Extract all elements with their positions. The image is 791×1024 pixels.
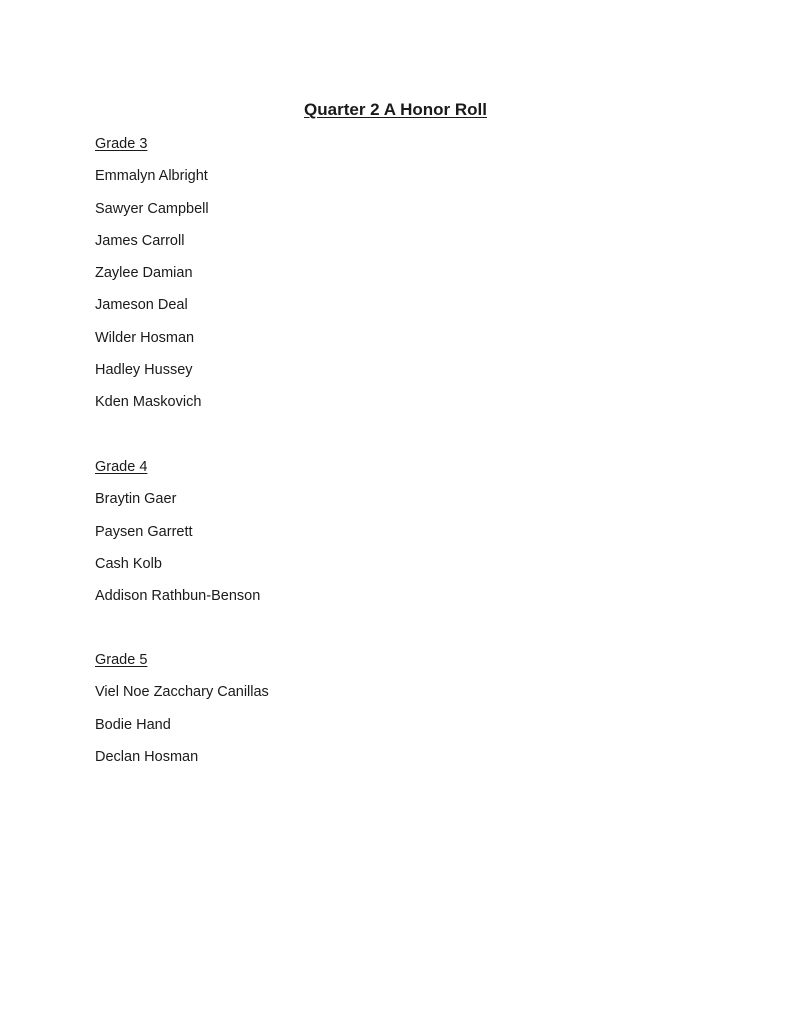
section-heading: Grade 5 bbox=[95, 652, 148, 668]
student-name: Kden Maskovich bbox=[95, 394, 202, 411]
student-name: Viel Noe Zacchary Canillas bbox=[95, 684, 269, 701]
student-name: Addison Rathbun-Benson bbox=[95, 588, 261, 605]
section-heading: Grade 4 bbox=[95, 459, 148, 475]
student-list bbox=[95, 682, 269, 779]
grade-3-section bbox=[95, 134, 209, 425]
student-name: Braytin Gaer bbox=[95, 491, 177, 508]
student-name: Wilder Hosman bbox=[95, 329, 195, 346]
section-heading: Grade 3 bbox=[95, 136, 148, 152]
student-name: Emmalyn Albright bbox=[95, 168, 208, 185]
student-name: Hadley Hussey bbox=[95, 362, 193, 379]
student-name: Declan Hosman bbox=[95, 748, 199, 765]
student-list bbox=[95, 489, 260, 618]
student-name: Bodie Hand bbox=[95, 716, 171, 733]
page-title: Quarter 2 A Honor Roll bbox=[304, 100, 487, 119]
student-name: Jameson Deal bbox=[95, 297, 188, 314]
student-name: Zaylee Damian bbox=[95, 265, 193, 282]
student-list bbox=[95, 166, 209, 424]
student-name: Paysen Garrett bbox=[95, 523, 193, 540]
grade-5-section bbox=[95, 650, 269, 779]
student-name: Cash Kolb bbox=[95, 555, 162, 572]
student-name: Sawyer Campbell bbox=[95, 200, 209, 217]
student-name: James Carroll bbox=[95, 232, 185, 249]
grade-4-section bbox=[95, 457, 260, 618]
